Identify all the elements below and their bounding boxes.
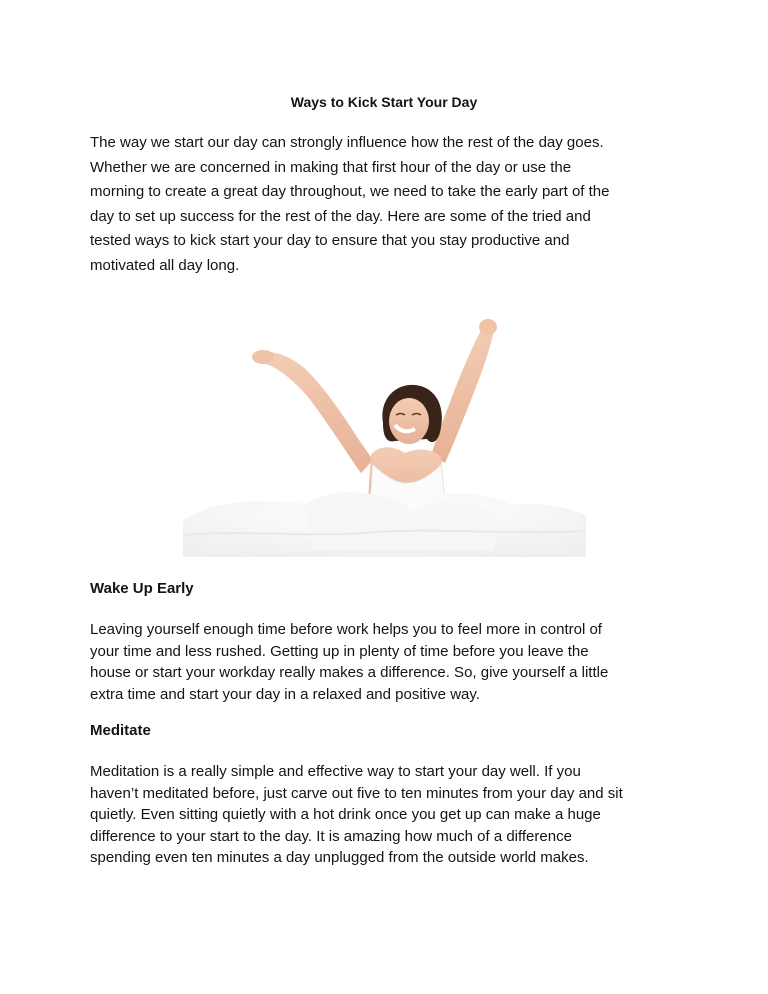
- intro-line: Whether we are concerned in making that first hour of the day or use the: [90, 158, 572, 176]
- intro-line: The way we start our day can strongly influence how the rest of the day goes.: [90, 134, 604, 151]
- paragraph-line: Meditation is a really simple and effective way to start your day well. If you: [90, 763, 581, 780]
- section-heading: Wake Up Early: [90, 580, 194, 597]
- paragraph-line: your time and less rushed. Getting up in plenty of time before you leave the: [90, 642, 589, 660]
- intro-line: day to set up success for the rest of the day. Here are some of the tried and: [90, 207, 591, 225]
- section-paragraph: [90, 761, 690, 869]
- paragraph-line: extra time and start your day in a relaxed and positive way.: [90, 685, 480, 703]
- intro-line: motivated all day long.: [90, 256, 240, 274]
- woman-stretching-illustration: [183, 305, 586, 557]
- intro-line: tested ways to kick start your day to ensure that you stay productive and: [90, 232, 570, 249]
- paragraph-line: house or start your workday really makes a difference. So, give yourself a little: [90, 664, 609, 681]
- woman-stretching-image: [183, 305, 586, 557]
- section-heading: Meditate: [90, 722, 151, 739]
- paragraph-line: Leaving yourself enough time before work helps you to feel more in control of: [90, 621, 602, 638]
- paragraph-line: haven’t meditated before, just carve out five to ten minutes from your day and sit: [90, 784, 623, 802]
- paragraph-line: quietly. Even sitting quietly with a hot drink once you get up can make a huge: [90, 806, 601, 823]
- paragraph-line: spending even ten minutes a day unplugged from the outside world makes.: [90, 849, 589, 866]
- intro-paragraph: [90, 131, 690, 278]
- paragraph-line: difference to your start to the day. It is amazing how much of a difference: [90, 827, 572, 845]
- intro-line: morning to create a great day throughout, we need to take the early part of the: [90, 183, 610, 200]
- section-paragraph: [90, 619, 690, 705]
- document-title: Ways to Kick Start Your Day: [290, 94, 478, 110]
